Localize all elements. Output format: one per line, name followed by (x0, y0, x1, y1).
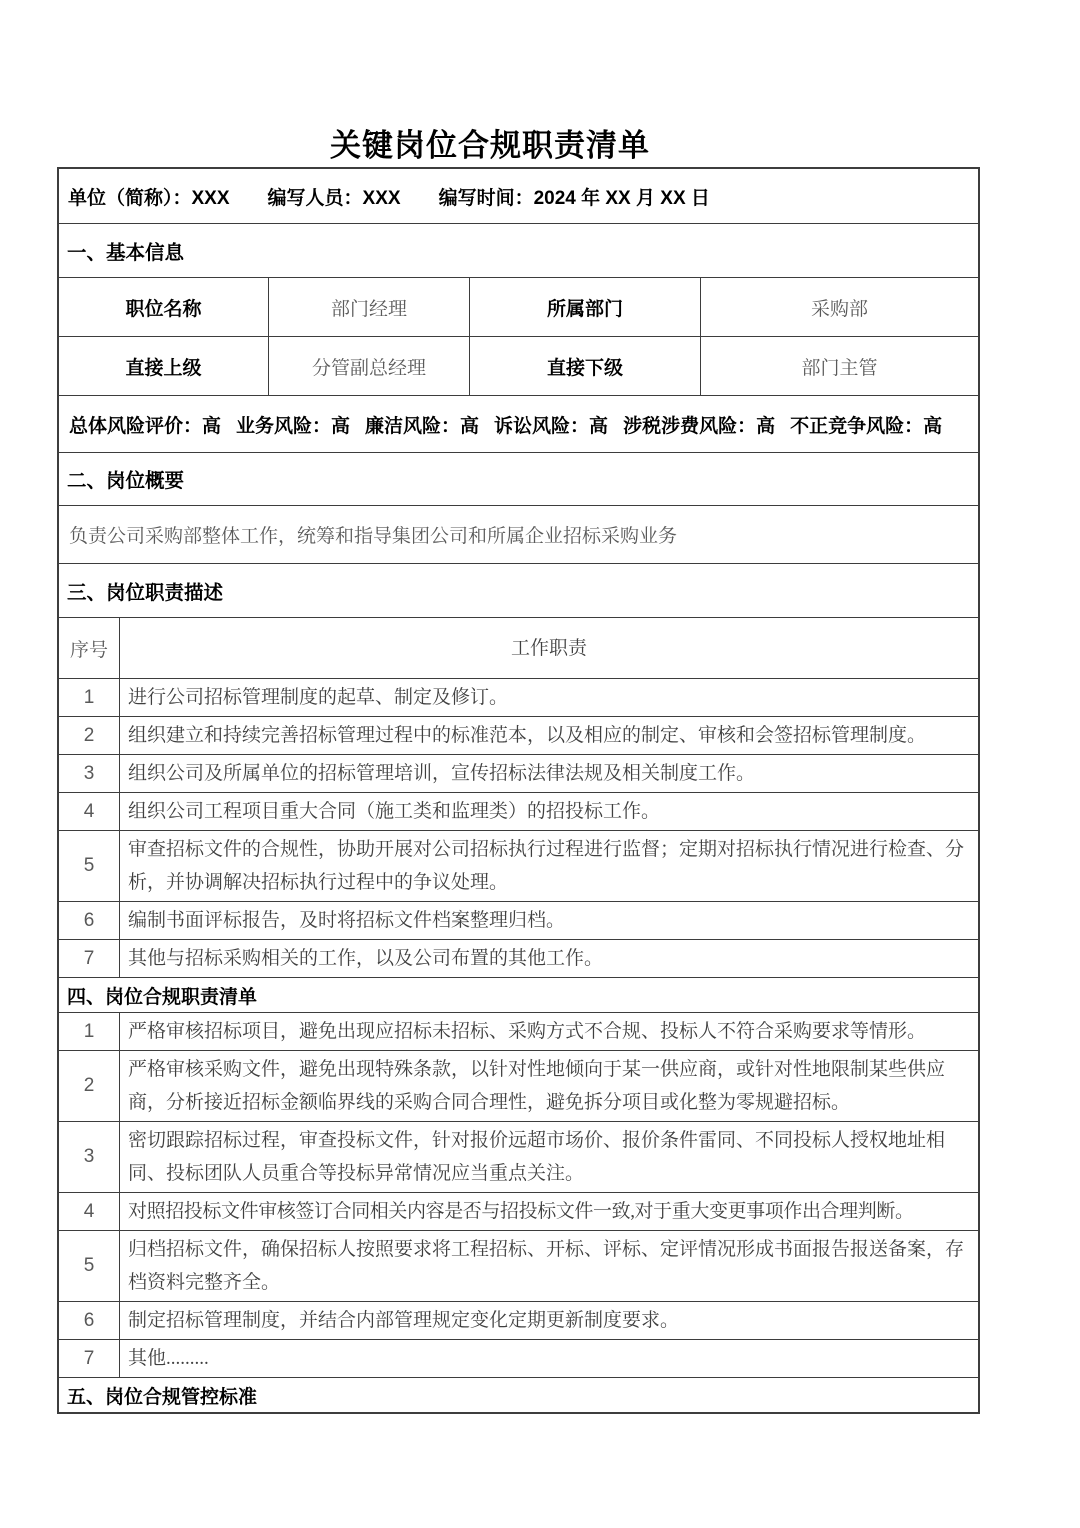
field-label-direct-superior: 直接上级 (125, 357, 202, 379)
risk-competition: 不正竞争风险：高 (790, 415, 943, 437)
duty-row-number: 3 (83, 762, 95, 784)
field-value-department: 采购部 (700, 278, 978, 336)
compliance-row-number: 5 (83, 1255, 95, 1276)
compliance-row-number: 6 (83, 1309, 95, 1331)
compliance-row (59, 1339, 978, 1377)
compliance-row-text: 制定招标管理制度，并结合内部管理规定变化定期更新制度要求。 (119, 1302, 978, 1339)
compliance-row (59, 1050, 978, 1121)
duty-row (59, 901, 978, 939)
duty-row (59, 939, 978, 977)
field-value-position-name: 部门经理 (268, 278, 469, 336)
field-label-department: 所属部门 (469, 278, 700, 336)
position-summary: 负责公司采购部整体工作，统筹和指导集团公司和所属企业招标采购业务 (59, 505, 978, 563)
compliance-row-text: 归档招标文件，确保招标人按照要求将工程招标、开标、评标、定评情况形成书面报告报送备案，存档资料完整齐全。 (119, 1231, 978, 1301)
duty-row (59, 754, 978, 792)
field-value-direct-superior: 分管副总经理 (268, 337, 469, 395)
duty-row-number: 5 (83, 855, 95, 876)
meta-row (59, 169, 978, 223)
compliance-row-number: 7 (83, 1347, 95, 1369)
duty-row-text: 审查招标文件的合规性，协助开展对公司招标执行过程进行监督；定期对招标执行情况进行检查、分析，并协调解决招标执行过程中的争议处理。 (119, 831, 978, 901)
duty-row-text: 进行公司招标管理制度的起草、制定及修订。 (119, 679, 978, 716)
compliance-row (59, 1301, 978, 1339)
compliance-row (59, 1192, 978, 1230)
duty-row-text: 组织建立和持续完善招标管理过程中的标准范本，以及相应的制定、审核和会签招标管理制度。 (119, 717, 978, 754)
basic-info-row-2 (59, 336, 978, 395)
column-header-duty: 工作职责 (119, 618, 978, 678)
compliance-row (59, 1121, 978, 1192)
compliance-row-text: 对照招投标文件审核签订合同相关内容是否与招投标文件一致,对于重大变更事项作出合理判断。 (119, 1193, 978, 1230)
duty-table-header (59, 617, 978, 678)
duty-row-number: 1 (83, 686, 95, 708)
meta-date: 编写时间：2024 年 XX 月 XX 日 (438, 187, 710, 209)
risk-integrity: 廉洁风险：高 (365, 415, 480, 437)
page-title: 关键岗位合规职责清单 (330, 128, 650, 163)
duty-row-text: 其他与招标采购相关的工作，以及公司布置的其他工作。 (119, 940, 978, 977)
compliance-row-number: 2 (83, 1075, 95, 1096)
section3-heading: 三、岗位职责描述 (59, 563, 978, 617)
duty-row-number: 2 (83, 724, 95, 746)
duty-row-text: 组织公司工程项目重大合同（施工类和监理类）的招投标工作。 (119, 793, 978, 830)
risk-tax: 涉税涉费风险：高 (623, 415, 776, 437)
duty-row (59, 830, 978, 901)
compliance-row-number: 3 (83, 1146, 95, 1167)
duty-row (59, 678, 978, 716)
compliance-row (59, 1012, 978, 1050)
section5-heading: 五、岗位合规管控标准 (59, 1377, 978, 1412)
field-label-direct-subordinate: 直接下级 (469, 337, 700, 395)
duty-row-text: 编制书面评标报告，及时将招标文件档案整理归档。 (119, 902, 978, 939)
basic-info-row-1 (59, 277, 978, 336)
duty-row (59, 716, 978, 754)
risk-litigation: 诉讼风险：高 (494, 415, 609, 437)
duty-row-text: 组织公司及所属单位的招标管理培训，宣传招标法律法规及相关制度工作。 (119, 755, 978, 792)
field-value-direct-subordinate: 部门主管 (700, 337, 978, 395)
compliance-row-text: 密切跟踪招标过程，审查投标文件，针对报价远超市场价、报价条件雷同、不同投标人授权地址相同、投标团队人员重合等投标异常情况应当重点关注。 (119, 1122, 978, 1192)
meta-author: 编写人员：XXX (267, 187, 401, 209)
risk-business: 业务风险：高 (236, 415, 351, 437)
compliance-row-text: 严格审核采购文件，避免出现特殊条款，以针对性地倾向于某一供应商，或针对性地限制某些供应商，分析接近招标金额临界线的采购合同合理性，避免拆分项目或化整为零规避招标。 (119, 1051, 978, 1121)
compliance-row (59, 1230, 978, 1301)
compliance-row-number: 4 (83, 1200, 95, 1222)
compliance-row-text: 其他......... (119, 1340, 978, 1377)
section4-heading: 四、岗位合规职责清单 (59, 977, 978, 1012)
compliance-table (57, 167, 980, 1414)
duty-row (59, 792, 978, 830)
risk-assessment-row (59, 395, 978, 452)
section2-heading: 二、岗位概要 (59, 452, 978, 505)
duty-row-number: 4 (83, 800, 95, 822)
risk-overall: 总体风险评价：高 (69, 415, 222, 437)
meta-unit: 单位（简称）：XXX (68, 187, 230, 209)
column-header-no: 序号 (69, 639, 108, 661)
field-label-position-name: 职位名称 (125, 298, 202, 320)
compliance-row-text: 严格审核招标项目，避免出现应招标未招标、采购方式不合规、投标人不符合采购要求等情形。 (119, 1013, 978, 1050)
duty-row-number: 6 (83, 909, 95, 931)
duty-row-number: 7 (83, 947, 95, 969)
section1-heading: 一、基本信息 (59, 223, 978, 277)
compliance-row-number: 1 (83, 1020, 95, 1042)
